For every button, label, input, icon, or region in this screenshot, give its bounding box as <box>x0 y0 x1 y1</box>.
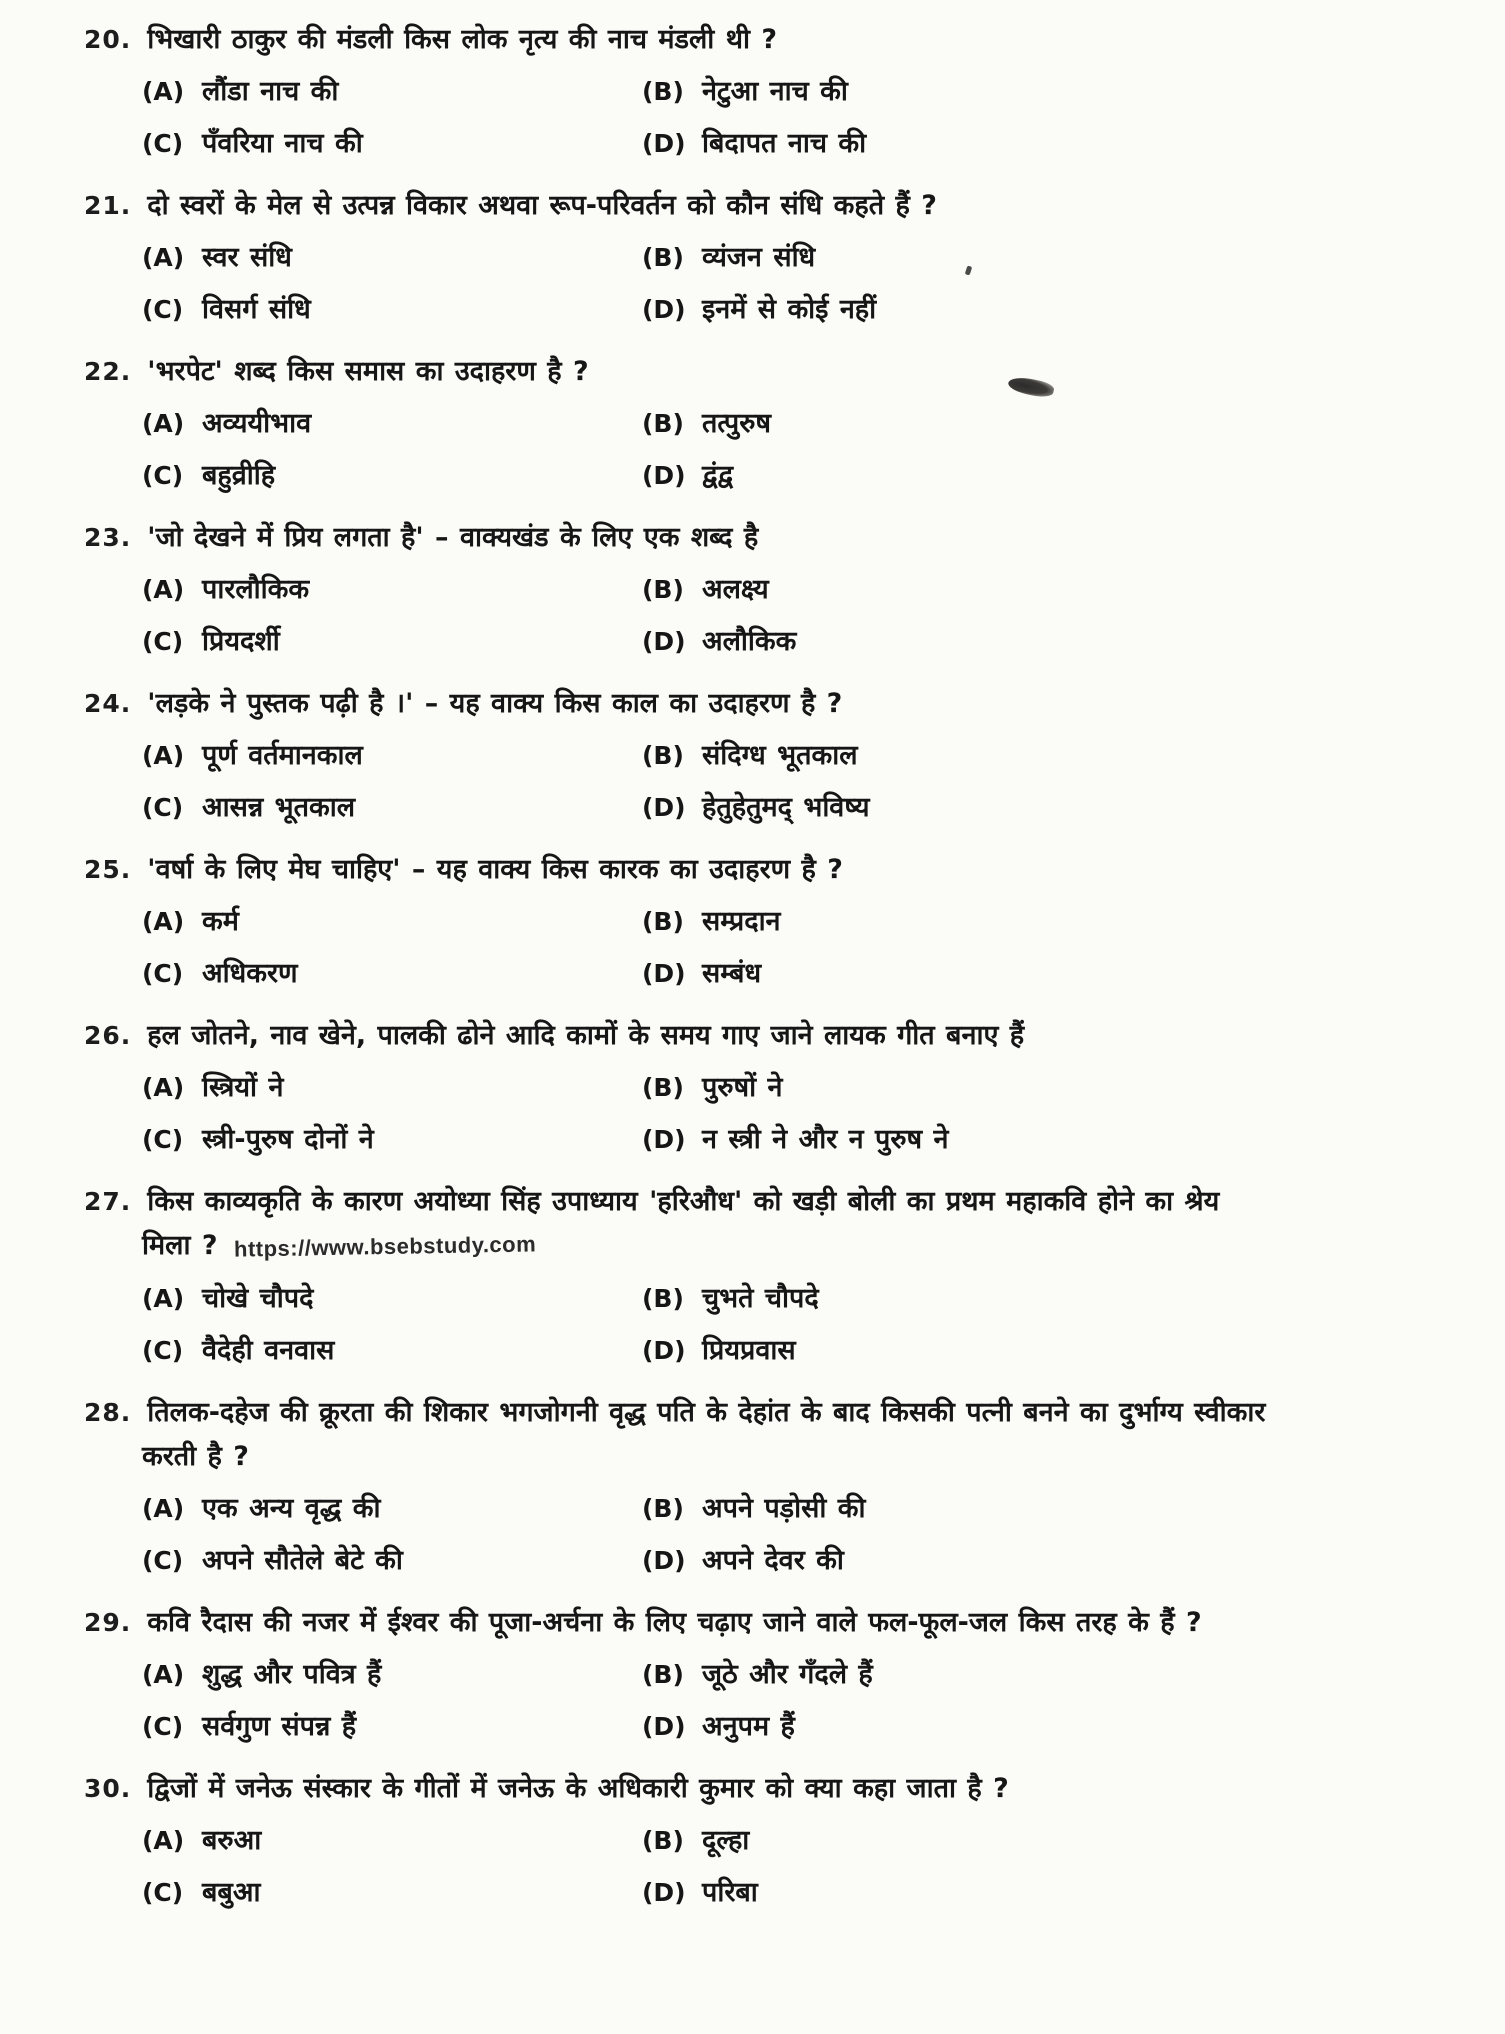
options-grid <box>142 896 1477 1000</box>
option-c-label: (C) <box>142 1546 184 1575</box>
question-text: 'भरपेट' शब्द किस समास का उदाहरण है ? <box>147 356 589 387</box>
option-b-label: (B) <box>642 1073 684 1102</box>
question-number: 29. <box>84 1608 132 1637</box>
option-c-label: (C) <box>142 1878 184 1907</box>
option-d-label: (D) <box>642 627 686 656</box>
option-a-label: (A) <box>142 575 185 604</box>
option-a-text: स्त्रियों ने <box>202 1072 284 1103</box>
option-b-text: अपने पड़ोसी की <box>702 1493 866 1524</box>
option-c-text: सर्वगुण संपन्न हैं <box>202 1711 357 1742</box>
option-b-text: नेटुआ नाच की <box>702 76 848 107</box>
option-b <box>642 564 1477 616</box>
option-c-label: (C) <box>142 627 184 656</box>
option-c <box>142 118 642 170</box>
option-c-text: बबुआ <box>202 1877 261 1908</box>
option-b-text: व्यंजन संधि <box>702 242 816 273</box>
option-d-label: (D) <box>642 1336 686 1365</box>
option-b-text: जूठे और गँदले हैं <box>702 1659 873 1690</box>
option-b-text: संदिग्ध भूतकाल <box>702 740 858 771</box>
option-d <box>642 450 1477 502</box>
options-grid <box>142 1062 1477 1166</box>
question-text: द्विजों में जनेऊ संस्कार के गीतों में जनेऊ के अधिकारी कुमार को क्या कहा जाता है ? <box>147 1773 1009 1804</box>
option-c <box>142 948 642 1000</box>
question-line <box>84 188 1477 224</box>
options-grid <box>142 564 1477 668</box>
option-b-label: (B) <box>642 575 684 604</box>
option-b <box>642 1273 1477 1325</box>
option-a-label: (A) <box>142 409 185 438</box>
option-d-text: द्वंद्व <box>702 460 734 491</box>
option-a-text: कर्म <box>202 906 239 937</box>
option-d-text: अलौकिक <box>702 626 797 657</box>
question-line-continued <box>84 1228 1477 1265</box>
option-d-text: हेतुहेतुमद् भविष्य <box>702 792 870 823</box>
question-number: 22. <box>84 357 132 386</box>
option-a-label: (A) <box>142 1826 185 1855</box>
option-c-text: स्त्री-पुरुष दोनों ने <box>202 1124 374 1155</box>
question-line <box>84 22 1477 58</box>
question-text: हल जोतने, नाव खेने, पालकी ढोने आदि कामों के समय गाए जाने लायक गीत बनाए हैं <box>147 1020 1025 1051</box>
options-grid <box>142 1649 1477 1753</box>
option-a-label: (A) <box>142 1073 185 1102</box>
question-text: कवि रैदास की नजर में ईश्वर की पूजा-अर्चना के लिए चढ़ाए जाने वाले फल-फूल-जल किस तरह के हैं ? <box>147 1607 1202 1638</box>
option-c-label: (C) <box>142 1712 184 1741</box>
option-b-text: दूल्हा <box>702 1825 750 1856</box>
option-d <box>642 1535 1477 1587</box>
question-block-28 <box>84 1395 1477 1587</box>
watermark-url: https://www.bsebstudy.com <box>233 1231 536 1262</box>
question-block-21 <box>84 188 1477 336</box>
option-b <box>642 66 1477 118</box>
option-b-label: (B) <box>642 243 684 272</box>
option-c-text: पँवरिया नाच की <box>202 128 363 159</box>
option-d-label: (D) <box>642 1878 686 1907</box>
question-line <box>84 852 1477 888</box>
option-a-label: (A) <box>142 1284 185 1313</box>
option-b <box>642 896 1477 948</box>
option-c <box>142 1701 642 1753</box>
question-line <box>84 1395 1477 1431</box>
option-d-text: अनुपम हैं <box>702 1711 795 1742</box>
option-a <box>142 66 642 118</box>
option-b-text: सम्प्रदान <box>702 906 781 937</box>
option-b <box>642 1649 1477 1701</box>
option-b-text: अलक्ष्य <box>702 574 769 605</box>
option-b-text: चुभते चौपदे <box>702 1283 819 1314</box>
option-c-text: अपने सौतेले बेटे की <box>202 1545 403 1576</box>
options-grid <box>142 1815 1477 1919</box>
option-d <box>642 1701 1477 1753</box>
option-d <box>642 1114 1477 1166</box>
question-text: तिलक-दहेज की क्रूरता की शिकार भगजोगनी वृद्ध पति के देहांत के बाद किसकी पत्नी बनने का दुर्भाग्य स्वीकार <box>147 1397 1266 1428</box>
question-text: 'जो देखने में प्रिय लगता है' – वाक्यखंड के लिए एक शब्द है <box>147 522 759 553</box>
question-text-continued: मिला ? <box>142 1230 218 1261</box>
option-a <box>142 730 642 782</box>
option-b <box>642 398 1477 450</box>
option-a <box>142 1273 642 1325</box>
option-a-text: पारलौकिक <box>202 574 310 605</box>
question-block-29 <box>84 1605 1477 1753</box>
options-grid <box>142 730 1477 834</box>
option-d-label: (D) <box>642 1125 686 1154</box>
option-c-text: बहुव्रीहि <box>202 460 276 491</box>
option-c-label: (C) <box>142 959 184 988</box>
option-d <box>642 284 1477 336</box>
option-c-text: वैदेही वनवास <box>202 1335 335 1366</box>
option-d-label: (D) <box>642 1712 686 1741</box>
option-a-text: पूर्ण वर्तमानकाल <box>202 740 363 771</box>
question-line <box>84 1605 1477 1641</box>
question-text-continued: करती है ? <box>142 1441 249 1472</box>
option-a-text: अव्ययीभाव <box>202 408 312 439</box>
question-line <box>84 1771 1477 1807</box>
question-block-23 <box>84 520 1477 668</box>
question-block-20 <box>84 22 1477 170</box>
option-d-label: (D) <box>642 793 686 822</box>
question-text: भिखारी ठाकुर की मंडली किस लोक नृत्य की नाच मंडली थी ? <box>147 24 778 55</box>
option-c <box>142 1535 642 1587</box>
option-a <box>142 1815 642 1867</box>
option-d-text: बिदापत नाच की <box>702 128 867 159</box>
options-grid <box>142 232 1477 336</box>
options-grid <box>142 66 1477 170</box>
option-b <box>642 1062 1477 1114</box>
option-d <box>642 948 1477 1000</box>
option-d <box>642 1867 1477 1919</box>
question-text: किस काव्यकृति के कारण अयोध्या सिंह उपाध्याय 'हरिऔध' को खड़ी बोली का प्रथम महाकवि होने का श्रेय <box>147 1186 1220 1217</box>
question-block-22 <box>84 354 1477 502</box>
option-d-text: परिबा <box>702 1877 758 1908</box>
option-b <box>642 730 1477 782</box>
option-c-text: प्रियदर्शी <box>202 626 280 657</box>
option-a <box>142 398 642 450</box>
option-b-label: (B) <box>642 1826 684 1855</box>
option-c-label: (C) <box>142 129 184 158</box>
option-d <box>642 118 1477 170</box>
option-a-text: एक अन्य वृद्ध की <box>202 1493 381 1524</box>
question-number: 30. <box>84 1774 132 1803</box>
question-number: 28. <box>84 1398 132 1427</box>
option-c-text: अधिकरण <box>202 958 298 989</box>
option-d-label: (D) <box>642 1546 686 1575</box>
option-d-text: सम्बंध <box>702 958 762 989</box>
option-c <box>142 450 642 502</box>
options-grid <box>142 1483 1477 1587</box>
option-b-label: (B) <box>642 907 684 936</box>
option-d-label: (D) <box>642 295 686 324</box>
question-block-30 <box>84 1771 1477 1919</box>
option-c <box>142 1867 642 1919</box>
option-d-label: (D) <box>642 959 686 988</box>
option-a <box>142 232 642 284</box>
option-a-text: शुद्ध और पवित्र हैं <box>202 1659 382 1690</box>
option-c-label: (C) <box>142 295 184 324</box>
option-c-text: आसन्न भूतकाल <box>202 792 356 823</box>
option-c <box>142 284 642 336</box>
option-a-text: बरुआ <box>202 1825 262 1856</box>
question-line <box>84 686 1477 722</box>
option-d-label: (D) <box>642 461 686 490</box>
option-d-text: न स्त्री ने और न पुरुष ने <box>702 1124 949 1155</box>
question-line <box>84 520 1477 556</box>
question-number: 21. <box>84 191 132 220</box>
option-c-label: (C) <box>142 1125 184 1154</box>
option-c <box>142 782 642 834</box>
question-block-27 <box>84 1184 1477 1377</box>
question-number: 25. <box>84 855 132 884</box>
option-b-label: (B) <box>642 409 684 438</box>
question-number: 27. <box>84 1187 132 1216</box>
option-b <box>642 232 1477 284</box>
option-d-text: प्रियप्रवास <box>702 1335 796 1366</box>
question-line <box>84 1018 1477 1054</box>
question-block-26 <box>84 1018 1477 1166</box>
option-d-text: इनमें से कोई नहीं <box>702 294 877 325</box>
option-b-label: (B) <box>642 77 684 106</box>
question-number: 24. <box>84 689 132 718</box>
question-block-25 <box>84 852 1477 1000</box>
option-a-label: (A) <box>142 1494 185 1523</box>
option-c <box>142 1325 642 1377</box>
option-a <box>142 896 642 948</box>
option-c <box>142 616 642 668</box>
option-a <box>142 1062 642 1114</box>
option-a-label: (A) <box>142 77 185 106</box>
option-a-label: (A) <box>142 741 185 770</box>
option-a-text: चोखे चौपदे <box>202 1283 314 1314</box>
option-d <box>642 1325 1477 1377</box>
question-line <box>84 1184 1477 1220</box>
option-c-text: विसर्ग संधि <box>202 294 311 325</box>
question-number: 20. <box>84 25 132 54</box>
option-c <box>142 1114 642 1166</box>
options-grid <box>142 1273 1477 1377</box>
option-b <box>642 1815 1477 1867</box>
option-c-label: (C) <box>142 1336 184 1365</box>
option-a-text: लौंडा नाच की <box>202 76 339 107</box>
option-c-label: (C) <box>142 793 184 822</box>
option-d <box>642 782 1477 834</box>
option-a-text: स्वर संधि <box>202 242 292 273</box>
question-text: दो स्वरों के मेल से उत्पन्न विकार अथवा रूप-परिवर्तन को कौन संधि कहते हैं ? <box>147 190 937 221</box>
option-b-label: (B) <box>642 1284 684 1313</box>
option-a <box>142 1483 642 1535</box>
question-number: 26. <box>84 1021 132 1050</box>
option-a-label: (A) <box>142 1660 185 1689</box>
option-a-label: (A) <box>142 243 185 272</box>
option-d <box>642 616 1477 668</box>
question-number: 23. <box>84 523 132 552</box>
option-b-text: पुरुषों ने <box>702 1072 783 1103</box>
option-a <box>142 1649 642 1701</box>
options-grid <box>142 398 1477 502</box>
option-b-label: (B) <box>642 1660 684 1689</box>
question-text: 'वर्षा के लिए मेघ चाहिए' – यह वाक्य किस कारक का उदाहरण है ? <box>147 854 843 885</box>
option-b-text: तत्पुरुष <box>702 408 771 439</box>
question-text: 'लड़के ने पुस्तक पढ़ी है ।' – यह वाक्य किस काल का उदाहरण है ? <box>147 688 843 719</box>
option-d-text: अपने देवर की <box>702 1545 844 1576</box>
option-b <box>642 1483 1477 1535</box>
option-d-label: (D) <box>642 129 686 158</box>
question-line <box>84 354 1477 390</box>
option-b-label: (B) <box>642 741 684 770</box>
option-c-label: (C) <box>142 461 184 490</box>
option-a <box>142 564 642 616</box>
option-a-label: (A) <box>142 907 185 936</box>
option-b-label: (B) <box>642 1494 684 1523</box>
question-line-continued <box>84 1439 1477 1475</box>
question-block-24 <box>84 686 1477 834</box>
